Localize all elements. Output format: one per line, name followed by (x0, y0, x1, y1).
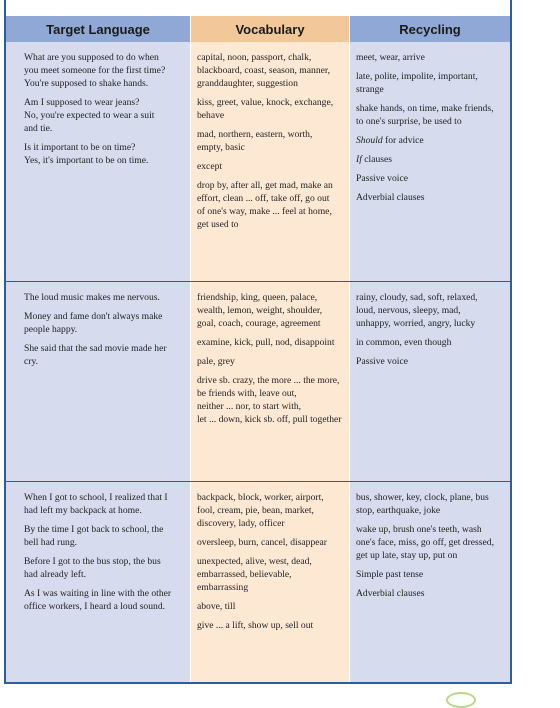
cell-paragraph (197, 291, 343, 330)
cell-line: let ... down, kick sb. off, pull together (197, 414, 342, 425)
cell-line: kiss, greet, value, knock, exchange, (197, 97, 334, 108)
cell-paragraph (356, 153, 504, 166)
cell-line: get up late, stay up, put on (356, 550, 458, 561)
cell-line: behave (197, 110, 225, 121)
cell-line: pale, grey (197, 356, 235, 367)
recycling-cell (350, 42, 510, 281)
cell-line: neither ... nor, to start with, (197, 401, 302, 412)
header-recycling: Recycling (350, 16, 510, 42)
cell-line: Is it important to be on time? (24, 142, 136, 153)
cell-line: be friends with, leave out, (197, 388, 297, 399)
cell-line: wealth, lemon, weight, shoulder, (197, 305, 323, 316)
cell-line: Simple past tense (356, 569, 424, 580)
cell-paragraph (356, 191, 504, 204)
cell-paragraph (356, 51, 504, 64)
cell-line: blackboard, coast, season, manner, (197, 65, 331, 76)
vocabulary-cell (190, 482, 350, 682)
cell-line: late, polite, impolite, important, (356, 71, 478, 82)
cell-line: people happy. (24, 324, 78, 335)
cell-line: embarrassing (197, 582, 249, 593)
cell-paragraph (24, 491, 178, 517)
cell-line: drive sb. crazy, the more ... the more, (197, 375, 340, 386)
cell-line: one's face, miss, go off, get dressed, (356, 537, 494, 548)
cell-paragraph (24, 555, 178, 581)
cell-paragraph (197, 128, 343, 154)
cell-line: wake up, brush one's teeth, wash (356, 524, 482, 535)
cell-paragraph (24, 342, 178, 368)
cell-line: office workers, I heard a loud sound. (24, 601, 166, 612)
cell-line: When I got to school, I realized that I (24, 492, 168, 503)
cell-line: No, you're expected to wear a suit (24, 110, 155, 121)
cell-line: Adverbial clauses (356, 588, 425, 599)
cell-line: embarrassed, believable, (197, 569, 292, 580)
cell-line: friendship, king, queen, palace, (197, 292, 318, 303)
header-target-language: Target Language (6, 16, 190, 42)
cell-paragraph (356, 523, 504, 562)
cell-line: and tie. (24, 123, 53, 134)
cell-line: examine, kick, pull, nod, disappoint (197, 337, 335, 348)
cell-paragraph (356, 102, 504, 128)
cell-line: bell had rung. (24, 537, 78, 548)
cell-paragraph (356, 70, 504, 96)
cell-line: empty, basic (197, 142, 245, 153)
cell-line: of one's way, make ... feel at home, (197, 206, 332, 217)
cell-paragraph (197, 336, 343, 349)
cell-line: Money and fame don't always make (24, 311, 163, 322)
cell-line: Am I supposed to wear jeans? (24, 97, 140, 108)
cell-paragraph (356, 134, 504, 147)
recycling-cell (350, 482, 510, 682)
cell-paragraph (197, 555, 343, 594)
cell-line: You're supposed to shake hands. (24, 78, 149, 89)
cell-line: give ... a lift, show up, sell out (197, 620, 314, 631)
cell-paragraph (197, 374, 343, 426)
cell-line: meet, wear, arrive (356, 52, 425, 63)
cell-line: discovery, lady, officer (197, 518, 285, 529)
cell-line: loud, nervous, sleepy, mad, (356, 305, 461, 316)
cell-paragraph (24, 523, 178, 549)
cell-line: As I was waiting in line with the other (24, 588, 172, 599)
header-vocabulary: Vocabulary (190, 16, 350, 42)
cell-line: strange (356, 84, 384, 95)
cell-paragraph (24, 291, 178, 304)
cell-line: Yes, it's important to be on time. (24, 155, 149, 166)
cell-line: bus, shower, key, clock, plane, bus (356, 492, 489, 503)
cell-paragraph (197, 600, 343, 613)
cell-paragraph (197, 96, 343, 122)
cell-line: Should for advice (356, 135, 424, 146)
cell-line: granddaughter, suggestion (197, 78, 298, 89)
cell-line: stop, earthquake, joke (356, 505, 441, 516)
cell-paragraph (24, 587, 178, 613)
cell-line: rainy, cloudy, sad, soft, relaxed, (356, 292, 478, 303)
cell-line: in common, even though (356, 337, 452, 348)
cell-line: except (197, 161, 223, 172)
logo-icon (446, 692, 476, 708)
cell-paragraph (197, 51, 343, 90)
cell-paragraph (356, 568, 504, 581)
cell-line: Before I got to the bus stop, the bus (24, 556, 161, 567)
cell-line: What are you supposed to do when (24, 52, 159, 63)
cell-paragraph (197, 355, 343, 368)
vocabulary-cell (190, 282, 350, 481)
table-row (6, 42, 510, 281)
cell-line: mad, northern, eastern, worth, (197, 129, 313, 140)
cell-paragraph (356, 336, 504, 349)
table-row (6, 482, 510, 682)
target-cell (6, 482, 190, 682)
cell-paragraph (356, 172, 504, 185)
cell-paragraph (24, 141, 178, 167)
cell-line: you meet someone for the first time? (24, 65, 166, 76)
cell-line: backpack, block, worker, airport, (197, 492, 324, 503)
vocabulary-cell (190, 42, 350, 281)
table-header (6, 16, 510, 42)
cell-paragraph (197, 619, 343, 632)
cell-line: to one's surprise, be used to (356, 116, 462, 127)
cell-paragraph (356, 355, 504, 368)
cell-line: goal, coach, courage, agreement (197, 318, 321, 329)
cell-line: Passive voice (356, 173, 408, 184)
cell-paragraph (356, 587, 504, 600)
table-row (6, 282, 510, 481)
cell-line: She said that the sad movie made her (24, 343, 167, 354)
cell-line: shake hands, on time, make friends, (356, 103, 494, 114)
cell-line: had already left. (24, 569, 87, 580)
cell-paragraph (197, 179, 343, 231)
cell-line: By the time I got back to school, the (24, 524, 164, 535)
cell-line: effort, clean ... off, take off, go out (197, 193, 330, 204)
cell-line: above, till (197, 601, 236, 612)
cell-paragraph (197, 536, 343, 549)
cell-line: oversleep, burn, cancel, disappear (197, 537, 327, 548)
cell-line: cry. (24, 356, 39, 367)
cell-paragraph (356, 291, 504, 330)
cell-line: drop by, after all, get mad, make an (197, 180, 333, 191)
cell-paragraph (24, 310, 178, 336)
cell-paragraph (356, 491, 504, 517)
cell-line: capital, noon, passport, chalk, (197, 52, 312, 63)
recycling-cell (350, 282, 510, 481)
cell-paragraph (24, 96, 178, 135)
cell-line: had left my backpack at home. (24, 505, 142, 516)
cell-line: Adverbial clauses (356, 192, 425, 203)
cell-paragraph (24, 51, 178, 90)
target-cell (6, 42, 190, 281)
cell-line: get used to (197, 219, 239, 230)
cell-paragraph (197, 491, 343, 530)
cell-line: unexpected, alive, west, dead, (197, 556, 312, 567)
cell-line: The loud music makes me nervous. (24, 292, 160, 303)
cell-line: fool, cream, pie, bean, market, (197, 505, 314, 516)
cell-paragraph (197, 160, 343, 173)
cell-line: unhappy, worried, angry, lucky (356, 318, 476, 329)
cell-line: Passive voice (356, 356, 408, 367)
target-cell (6, 282, 190, 481)
cell-line: If clauses (356, 154, 392, 165)
